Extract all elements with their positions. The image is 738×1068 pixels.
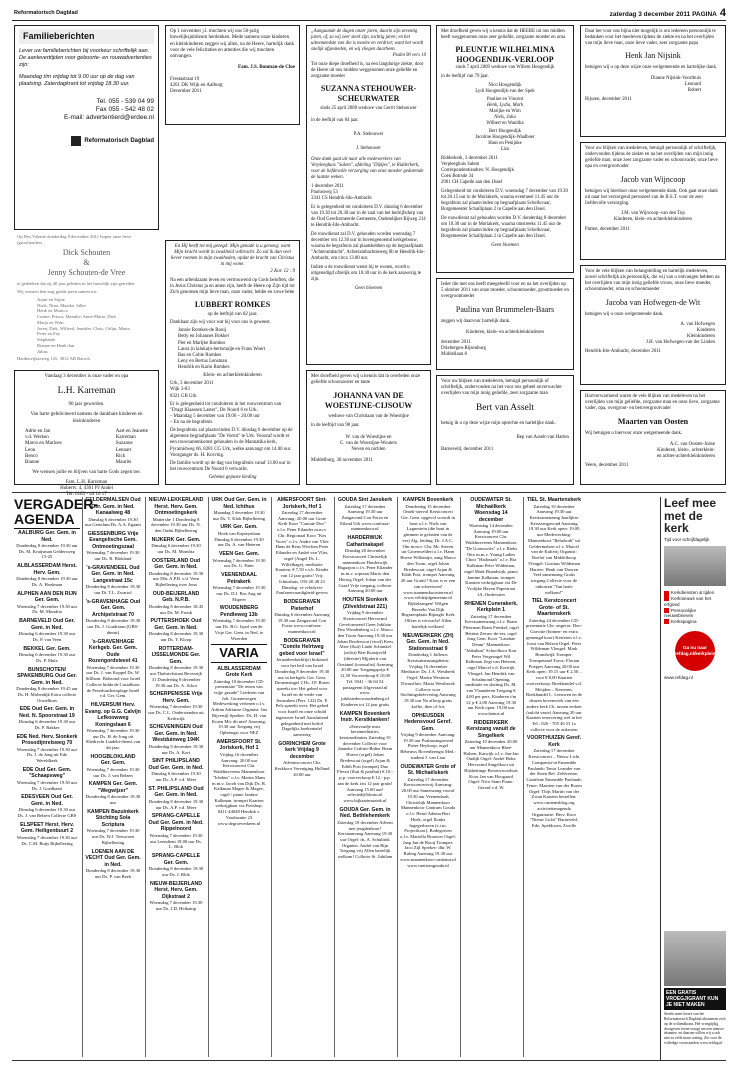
agenda-item	[211, 605, 267, 641]
ad-bouman: Op 1 november j.l. mochten wij ons 50-jarig huwelijksjubileum herdenken. Mede namens onze kinderen en kleinkinderen zeggen wij allen, na de Heere, hartelijk dank voor de vele felicitaties en attenties die wij mochten ontvangen. Fam. J.S. Bouman-de Cloe Frestastraat 19 4261 DK Wijk en Aalburg December 2011	[165, 25, 300, 125]
promo-photo	[664, 546, 726, 586]
agenda-item-details: Dinsdag 6 december Aanvang 19.30 uur Zangavond Con Forza www.conforza-mannenkoor.nl	[274, 612, 330, 635]
agenda-item-title: GOUDA Sint Janskerk	[337, 497, 393, 503]
agenda-item-title: NIEUW-LEKKERLAND Herst. Herv. Gem. Ontmoetingskerk	[148, 497, 204, 516]
ad-romkes: En Hij heeft tot mij gezegd: Mijn genade is u genoeg; want Mijn kracht wordt in zwakheid volbracht. Zo zal ik dan veel liever roemen in mijn zwakheden, opdat de kracht van Christus in mij wone. 2 Kor. 12 : 9 Na een arbeidzaam leven en vertrouwend op Gods beloften, die in Jezus Christus ja en amen zijn, heeft de Heere op Zijn tijd tot Zich genomen mijn lieve man, onze vader, hebbe en zowe bebe LUBBERT ROMKES op de leeftijd van 82 jaar. Dankbaar zijn wij voor wat hij voor ons is geweest. Jannie Romkes-de Booij Betty en Johannes Bokker Piet en Marijke Romkes Laura (n laluka(n-bertsma)je en Frans Woert Bas en Cobie Romkes Leny en Bertus Lensman Hendrik en Karin Romkes Klein- en achterkleinkinderen Urk, 3 december 2011 Wijk 3-83 8321 GB Urk Er is gelegenheid tot condoleren in het rouwcentrum van "Dragt Klaassen Laster", De Noord 6 te Urk. – Maandag 5 december van 19.00 – 20.00 uur – En na de begrafenis De begrafenis zal plaatsvinden D.V. dinsdag 6 december op de algemene begraafplaats "De Vormt" te Urk. Voooraf wordt er een rouwsamenkomst gehouden in de Mannatika kerk, Pyramidweg 66, 8281 CG Urk, welke aanvangt om 14.00 uur. Voorganger ds. H. Korving. De familie wordt op de dag van begrafenis vanaf 13.00 uur in het rouwcentrum De Noord 6 verwacht. Geheme gepaste kleding	[165, 240, 300, 485]
agenda-item-details: Dinsdag 6 december 19.30 uur Ds. P. Mulx	[18, 652, 76, 663]
oosten-name: Maarten van Oosten	[617, 417, 689, 427]
agenda-item-details: Woensdag 7 december 19.30 uur Ds. W.J. Teeuwsen Bijbellezing	[86, 828, 140, 845]
offer-photo	[664, 931, 726, 986]
agenda-item-title: HARDERWIJK Catharinakapel	[346, 535, 384, 548]
agenda-item-details: Zaterdag 17 december Aanvang: 20.00 uur Grote Kerk Koor "Cantate Deo" o.l.v. Peter Eilander m.m.v. Chr. Regionaal Koor "Kes Voces" o.l.v. Andre van Vliet Hans de Reus Wierlien Peter Eilander en André van Vliet, orgel (Angel Ds. L. Wilfelhage), meditatie Kaarten: € 7,50 v.v.b. Kinder van 12 jaar gratis! Vrij: Ichtushuis, 033-20 48 23 Dinsdag: ve rvbidyvie Fanfarenvaardigheid-gevers	[275, 510, 329, 596]
agenda-item-title: BARNEVELD Oud Ger. Gem. in Ned.	[19, 618, 75, 631]
agenda-item-title: VEEN Ger. Gem.	[218, 551, 260, 558]
agenda-item	[211, 644, 267, 662]
offer-body: Steeds meer lezers van het Reformatorisch Dagblad abonneren zich op de ochtendkrant. Het vroegtijdig doorgeven ervan vraagt om een nieuwe abonnee, en daarom willen wij u ook niet zo zelfs maar weinig. Zie voor de volledige voorwaarden www.refdag.nl	[664, 1012, 726, 1045]
agenda-item	[463, 601, 519, 717]
agenda-item-details: Woensdag 7 december 19.30 uur Ds. J.D. Heikamp	[149, 900, 203, 911]
agenda-item-details: Woensdag 7 december 19.30 uur Ds. D.J. Bos Aug uit Elspeet	[212, 585, 266, 602]
agenda-item-details: Zaterdag 17 december Aanvang 19.30 uur Zangavond Con Forza en Eiland Urk www.conforza-mannenkoor.nl	[340, 503, 390, 532]
agenda-item-details: Donderdag 8 december 19.30 uur Dhr. A.P.B. v.d. Veen Bijbellezing over Jona	[148, 570, 204, 588]
agenda-item-title: GOUDA Ger. Gem. in Ned. Bethlehemkerk	[339, 806, 391, 820]
agenda-item	[85, 849, 141, 880]
agenda-item-details: Dinsdag 6 december 19.30 uur Ds. M. Mondria	[151, 543, 201, 554]
agenda-item-title: VEENENDAAL Petrakerk	[221, 572, 257, 585]
agenda-item-title: OUDEWATER Grote of St. Michaëlskerk	[400, 763, 456, 777]
list-bullet-icon	[664, 619, 669, 624]
agenda-item-title: URK Oud Ger. Gem. in Ned. Ichthus	[211, 497, 267, 510]
familieberichten-email[interactable]: E-mail: advertentierd@erdee.nl	[63, 113, 154, 121]
agenda-column	[397, 497, 458, 1057]
agenda-item-details: Donderdag 8 december 19.30 uur	[85, 794, 141, 806]
agenda-item-title: SINT PHILIPSLAND Oud Ger. Gem. in Ned.	[148, 758, 204, 771]
ad-schouten: Op Des Volente donderdag 8 december 2011 hopen onze lieve (groot)ouders Dick Schouten & Jenny Schouten-de Vree te gedenken dat zij 40 jaar geleden in het huwelijk zijn getreden. Wij wensen hen nog goede jaren samen toe. Arjan en Stijne Niels, Nina, Maaike, Silke Henk en Monica Corine, Prisca, Mamike, Anne-Marie, Dirk Marja en Wim Joren, Dirk, Wilfred, Jennifer, Chris, Orlijn, Marta Peter en Fay Stephanie Rianne en Henk-Jan Julius Hardenvijkseweg 125, 3812 AB Barsch	[17, 234, 136, 362]
agenda-item-title: OPHEUSDEN Hedensvoud Geref. Gem.	[404, 712, 452, 732]
agenda-item-title: AALBURG Ger. Gem. in Ned.	[18, 530, 76, 543]
agenda-item-details: Woensdag 7 december 19.30 uur Ds. C.L. Onderstenden uit Kerkwijk	[148, 704, 204, 721]
agenda-item-details: Donderdag 8 december 19.30 uur Thabriefstraat Beverzijk 31 Donderdag 8 december 19.30 uur Ds. A. Schot	[148, 665, 204, 688]
familieberichten-deadline: Maandag t/m vrijdag tot 9.00 uur op de dag van plaatsing. Zaterdagkrant tot vrijdag 18.30 uur.	[19, 73, 135, 87]
agenda-item-details: Woensdag 7 december 19.30 uur Ds. H. de Jong uit Sliedrecht Lindebi-dienst van dit jaar.	[85, 728, 141, 751]
agenda-item-details: »Eenvoudje instr. kerstmeditatie« kerstmeditaties Zaterdag 10 december Collecte voor Janneke Csifruit-Bidier Bram Hoeve (orgel) Johan Bredewout (orgel) Arjan & Edith Post (trompet) Duo Flessii (fluit & panfluit) € 10,- p.p. voorverkoop € 12,- p.p. aan de kerk t/m 12 jaar gratis! Aanvang 15.00 uur! selected@blosm.nl www.hijkaartmuziek.nl	[337, 723, 393, 804]
agenda-item-details: Woensdag 7 december 19.30 uur Ds. J. de Jong uit Ede Wereldkerk	[16, 746, 78, 764]
agenda-item	[148, 853, 204, 877]
masthead-date	[610, 7, 726, 21]
agenda-item	[211, 551, 267, 569]
agenda-item-title: ALBLASSERDAM Grote Kerk	[217, 665, 261, 679]
agenda-item-details: Dinsdag 20 december Kerstconcert Christelijk mannenkoor Harderwijk Hagaajon o.l.v. Peter Eilander m.m.v. sopraan Mario den Hertog Orgel: Johan van der Graaf Vrije toegang, collecte Aanvang 20.00 uur	[337, 548, 393, 594]
agenda-item-title: EDE Oud Ger. Gem. "Schaapsweg"	[22, 766, 72, 780]
agenda-item-title: ST. PHILIPSLAND Oud Ger. Gem. in Ned.	[148, 785, 204, 799]
agenda-item-title: ALPHEN AAN DEN RIJN Ger. Gem.	[17, 590, 77, 604]
ad-oosten: Hartverwarmend waren de vele blijken van medeleven na het overlijden van mijn geliefde, zorgzame man en onze lieve, zorgzame vader, opa, overgroot- en betovergrootvader Maarten van Oosten Wij betuigen u hiervoor onze welgemeende dank. A.C. van Oosten-Jobse Kinderen, klein-, achterklein- en achter-achterkleinkinderen Veere, december 2011	[580, 390, 726, 485]
agenda-item	[337, 497, 393, 532]
agenda-item	[148, 558, 204, 588]
hoogendijk-name: PLEUNTJE WILHELMINA HOOGENDIJK-VERLOOP	[455, 44, 555, 64]
asselt-name: Bert van Asselt	[475, 403, 535, 414]
agenda-item-title: ELSPEET Herst. Herv. Gem. Heiligenbuurt 2	[20, 821, 74, 835]
ad-hoogendijk: Met droefheid geven wij u kennis dat de HEERE uit ons midden heeft weggenomen onze zeer geliefde, zorgzame moeder en oma PLEUNTJE WILHELMINA HOOGENDIJK-VERLOOP sinds 7 april 2009 weduwe van Willem Hoogendijk in de leeftijd van 79 jaar. Nico Hoogendijk Lydi Hoogendijk-van der Spek Pauline en Vincent Henk, Lydia, Mark Marijke en Wim Niels, Julia Wilbert en Wanitha Bert Hoogendijk Jacoline Hoogendijk-Waalboer Hans en Penijnke Liza Ridderkerk, 3 december 2011 Verpleeghuis Salem Correspondentieadres: N. Hoogendijk Coen Botrsde 34 2901 CH Capelle aan den IJssel Gelegenheid tot condoleren D.V. woensdag 7 december van 19.30 tot 20.15 uur in de Moriakerk, waarna eventueel 11.45 uur de begrafenis zal plaatsvinden op begraafplaats Schelluvaar, Burgemeester Schaillplaan 2 in Capelle aan den IJssel. De rouwdienst zal gehouden worden D.V. donderdag 8 december om 10.30 uur in de Moriakerk, waarna omstreeks 11.45 uur de begrafenis zal plaatsvinden op begraafplaats Schelluvaar, Burgemeester Schaillplaan 2 in Capelle aan den IJssel. Geen bloemen	[436, 25, 574, 273]
agenda-item	[337, 597, 393, 707]
agenda-item-details: Donderdag 8 december 19.30 uur Ds. M. Kruijsman Geldersweg 15-25	[16, 543, 78, 560]
page-label: PAGINA	[692, 11, 717, 18]
promo-site[interactable]: www.refdag.nl	[664, 674, 693, 680]
agenda-item-details: Donderdag 8 december 19.30 uur Dr. T.L. Zwartol	[85, 584, 141, 596]
agenda-item-title: SPRANG-CAPELLE Ger. Gem.	[151, 853, 201, 866]
agenda-item-details: Zaterdag 10 december CD-presentatie "De reuen van vrijje gezade" Liederen van Joh. Groenewegen Medewerking verlenen o.l.v. Adrian Adrianse Organist: Jan Bijvertijl Spreker: Ds. H. van Koten Mic dit niet! Aanvang: 19.30 uur Toegang vrij Opbrengst voor NEZ	[211, 678, 267, 736]
agenda-item-details: Donderdag 8 december 19.30 uur Ds. P. van Beek	[85, 868, 141, 879]
agenda-item	[148, 786, 204, 810]
agenda-item	[274, 741, 330, 778]
agenda-item	[85, 639, 141, 699]
agenda-item-details: Zaterdag 17 december Kerstconcertvrij Aanvang: 20.00 uur Samenzang vooraf 19.30 uur Veenendaals Christelijk Mannenkoor Mannenkoor Cantrum Gouda o.l.v. Henri Adema Bert Hoek, orgel Ilonka Ingegerbacen (s.t.m. Projectkoor), Bodegraven o.l.v. Mariella Brouwer Orgel: Jaap Jan de Booij Trompet: Jaco Zijl Spreker: dhr. W. Ruling Aanvang 19.30 uur www.mannenkoor-cantiami.nl www.cantiomgouda.nl	[400, 776, 456, 868]
agenda-item	[85, 565, 141, 596]
agenda-item-title: 's-GRAVENHAGE Kerkgeb. Ger. Gem. Oude Rozengordsteeet 41	[88, 638, 138, 665]
agenda-column	[334, 497, 395, 1057]
agenda-item-details: Dinsdag 6 december 19.30 uur Gerielum Ds. A.A. Egaam	[85, 516, 141, 528]
agenda-item	[148, 618, 204, 642]
agenda-item-details: Maandag 5 december 19.30 uur Ds. T. Klok Bijbellezing	[212, 510, 266, 521]
agenda-item	[463, 720, 519, 791]
agenda-item-details: Jeruzaleerkerkfije) bidstond voor het heil van Israel Donderdag 8 december 19.30 uur in kerkgeb. Ger. Gem. Dronensingel 2 Ds. J.P. Boten spreekt toe: Het gebed voor Israël en de vrede van Jeruzalem (Pers. 122) Ds. P. Pels spreekt over: Het gebed voor Israël en onze schuld tegenover Israël Aansluitend gelegenheid met hoftof Dagelijks boekentafel aanwezig	[274, 657, 330, 737]
agenda-item-title: AMERSFOORT St. Joriskerk, Hof 1	[216, 738, 262, 752]
agenda-item-details: Woensdag 14 december Aanvang 19.00 uur Kerstconcert Chr. Waddinxveens Mannenkoor "De Gouwsotes" o.l.v. Rieks Otto m.m.v. Young Ladies Choir "Hadassah" o.l.v. Ria Kalkman Peter Wildeman, orgel Mark Brandwijk, piano Jantine Kalkman, trompet Kaarten verkrijgbaar via De Vrolijke Haven Papestraat 1A, Oudewater	[464, 523, 518, 597]
agenda-item-title: BEKKEL Ger. Gem.	[23, 645, 71, 652]
agenda-item-title: RIDDERKERK Kerstzang vanuit de Singelkerk	[466, 719, 516, 739]
list-bullet-icon	[664, 608, 669, 613]
agenda-item-details: Donderdag 8 december 19.30 uur Ds. A. Hoekman	[16, 576, 78, 587]
agenda-item-details: Donderdag 8 december 19.30 uur Ds. A.P. v.d. Meer	[148, 798, 204, 810]
agenda-item-details: Woensdag 7 december 19.30 uur Leendtent 18.00 uur Ds. L. Blok	[149, 832, 203, 850]
agenda-title-block	[14, 496, 99, 529]
agenda-item-title: GIESSENBURG Vrije Evangelische Gem. Ontmoetingszaal	[87, 530, 139, 550]
brummelen-name: Paulina van Brummelen-Baars	[455, 305, 555, 315]
agenda-item	[16, 530, 78, 560]
familieberichten-tel: Tel. 055 - 539 04 99	[96, 97, 154, 105]
agenda-item-title: VARIA	[211, 644, 267, 662]
agenda-column	[460, 497, 521, 1057]
familieberichten-box	[14, 25, 159, 230]
agenda-item	[526, 497, 582, 595]
agenda-item	[148, 813, 204, 850]
agenda-item-details: Donderdag 8 december 19.30 uur Ds. T. Kloop	[148, 631, 204, 643]
ad-stehouwer: „Aangaande de dagen onzer jaren, daarin zijn zeventig jaren, of, zo wij zeer sterk zijn, tachtig jaren; en het uitnemendste van die is moeite en verdriet; want het wordt snelijk afgesneden, en wij vliegen daarheen. Psalm 90 vers 10 Tot onze diepe droefheid is, na een langdurige ziekte, door de Heere uit ons midden weggenomen onze geliefde en zorgzame moeder SUZANNA STEHOUWER-SCHEURWATER sinds 25 april 2008 weduwe van Gerrit Stehouwer in de leeftijd van 84 jaar. P.A. Stehouwer J. Stehouwer Onze dank gaat uit naar alle medewerkers van Verpleeghuis "Salem", afdeling "Dijkjes", te Ridderkerk, voor de liefdevolle verzorging van onze moeder gedurende de laatste weken. 1 december 2011 Paulusweg 53 3341 CS Hendrik-Ido-Ambacht Er is gelegenheid tot condoleren D.V. dinsdag 6 december van 19.30 tot 20.30 uur in de zaal van het bedrijfsdorp van de Oud Gereformeerde Gemeente, Oudendijker Bijweg 214 te Hendrik-Ido-Ambacht. De rouwdienst zal D.V. gehouden worden woensdag 7 december om 12.30 uur in bovengenoemd kerkgebouw, waarna de begrafenis zal plaatshebben op de begraafplaats "Achterambacht", Achterambachtseweg 8b te Hendrik-Ido-Ambacht, om circa 13.00 uur. Indien u de rouwdienst wenst bij te wonen, wordt u uitgenodigd ofzelijk om 10.30 uur in de kerk aanwezig te zijn. Geen bloemen	[306, 25, 431, 365]
agenda-item	[400, 764, 456, 869]
list-bullet-icon	[664, 591, 669, 596]
agenda-item	[16, 591, 78, 615]
agenda-item	[148, 691, 204, 721]
promo-headline: Leef mee met de kerk	[664, 496, 717, 536]
agenda-item	[85, 531, 141, 562]
agenda-item	[526, 735, 582, 828]
page-bottom-rule	[12, 1060, 726, 1061]
promo-cta-button[interactable]: Ga nu naar refdag.nl/kerkplein	[675, 631, 715, 671]
agenda-item	[337, 807, 393, 860]
ad-woestijne: Met droefheid geven wij u kennis dat in overleden onze geliefde schoonzuster en tante JOHANNA VAN DE WOESTIJNE-CIJSOUW weduwe van Christiaan van de Woestijne in de leeftijd van 98 jaar. W. van de Woestijne en C. van de Woestijne-Wouters Neven en nichten Middelburg, 30 november 2011	[306, 370, 431, 485]
agenda-item	[16, 794, 78, 818]
agenda-item-title: TIEL Kerstconcert Grote- of St. Maartenskerk	[531, 598, 577, 618]
agenda-item-details: Vrijdag 16 december Aanvang: 20.00 uur Kerstconcert Chr. Waddinxveens Mannenkoor "Ichthus" o.l.v. Martin Mans m.m.v. Jacob van Dijk Ds. R. Kalkman Magee & Magee, orgel / piano Jantine Kalkman, trompet Kaarten verkrijgbaar via Fietshop, 0411-44048 Hendrik v. Vaarlaantie 23 www.degroeverkeen.nl	[211, 751, 267, 826]
agenda-item-details: Mattershe 1 Donderdag 8 december 19.30 uur Ds. N. den Oudst Bijbellezing	[151, 516, 201, 533]
agenda-item-details: Woensdag 7 december 19.30 uur Ds. B.G. Ispol van de Vrije Ger. Gem. in Ned. te Woerden	[212, 618, 266, 641]
agenda-item-details: Woensdag 7 december 19.30 uur Ds. C.M. Buijs Bijbellezing	[16, 834, 78, 846]
agenda-item-details: Vrijdag 9 december Kerstconcert Hervormd Gereformeerd Geen Jubilate Deo Woudenberg o.l.v. Marco den Toom Aanvang 19.30 uur Johan Bredewout (viool) Kees Abee (fluit) Linde Schimkel (solist) Bert Kraaijveld (directie) Mjjulerti van Oostanel (toonsalist) Aanvang 20.00 uur Toegangsprijs € 12,50 Voorverkoop € 10,00 Tel. 0341 - 36 04 54 passageent (ffgevraad.nl www. jubilatedeowoudenberg.nl Kinderen tot 12 jaar gratis	[337, 610, 394, 707]
agenda-item	[274, 638, 330, 738]
ad-nijsink: Daar het voor ons bijna niet mogelijk is om iedereen persoonlijk te bedanken voor het meeleven tijdens de ziekte en na het overlijden van mijn lieve man, onze lieve vader, zeer zorgzame papa Henk Jan Nijsink betuigen wij u op deze wijze onze welgemeende en hartelijke dank. Dianne Nijsink-Voorthuis Leonard Robert Rijssen, december 2011	[580, 25, 726, 137]
top-rule	[12, 20, 726, 21]
agenda-item-details: Vrijdag 9 december Aanvang: 19.30 uur Psalmzangavond Pieter Heykoop, orgel Bebeuws Bovenbrengst Med.: student J. van Laar	[400, 732, 456, 760]
karreman-name: L.H. Karreman	[57, 386, 116, 397]
agenda-item-details: Woensdag 7 december 19.30 uur Ds. G. Pater	[212, 557, 266, 569]
offer-title: EEN GRATIS VROEGJIGRANT KUN JE NIET MAKEN	[664, 988, 726, 1011]
agenda-item-details: Donderdag 8 december 19.30 uur Ds. J. Blok	[148, 866, 204, 877]
agenda-item	[16, 618, 78, 642]
agenda-title: VERGADER- AGENDA	[14, 497, 80, 529]
agenda-item-title: SCHEVENINGEN Oud Ger. Gem. in Ned. Westduinweg 194K	[149, 724, 203, 744]
familieberichten-fax: Fax 055 - 542 48 02	[95, 105, 154, 113]
agenda-item-title: KAMPEN Ger. Gem. "Wegwijzer"	[88, 781, 138, 794]
agenda-item	[337, 535, 393, 594]
agenda-item	[85, 781, 141, 805]
page-number: 4	[719, 7, 726, 19]
agenda-item	[16, 706, 78, 730]
agenda-item-title: ROTTERDAM-IJSSELMONDE Ger. Gem.	[151, 645, 201, 665]
agenda-item	[211, 524, 267, 548]
agenda-column	[271, 497, 332, 1057]
agenda-item	[148, 497, 204, 534]
agenda-item-details: Hoek van Kapteynlaan Dinsdag 6 december 19.30 uur Ds. A. van Heteren	[214, 530, 264, 548]
agenda-column	[523, 497, 584, 1057]
agenda-item-details: Adventsconcert Chr. Kerkkoor Vereniging Holland 20.00 uur	[274, 760, 330, 777]
agenda-item-title: HILVERSUM Herv. Evang. op G.G. Calvijn Lefkoowweg Koningslaan 6	[85, 702, 141, 728]
agenda-item-title: GELDERMALSEN Oud Ger. Gem. in Ned. Kanaalweg 48	[85, 497, 141, 516]
agenda-column	[14, 530, 80, 1057]
ad-hofwegen: Voor de vele blijken van belangstelling en hartelijk medeleven, zowel schriftelijk als persoonlijk, die wij van u ontvangen hebben na het overlijden van mijn innig geliefde vrouw, onze lieve moeder, schoonmoeder, oma en schoonmoeder Jacoba van Hofwegen-de Wit betuigen wij u onze welgemeende dank. A. van Hofwegen Kinderen Kleinkinderen J.H. van Hofwegen-van der Linden Hendrik-Ido-Ambacht, december 2011	[580, 265, 726, 385]
agenda-item-title: 's-GRAVENDEEL Oud Ger. Gem. in Ned. Langestraat 15c	[86, 564, 140, 584]
agenda-item	[148, 758, 204, 782]
agenda-item-title: SCHERPENISSE Vrije Herv. Gem.	[149, 691, 203, 704]
agenda-item	[85, 702, 141, 751]
agenda-item	[85, 599, 141, 636]
agenda-item-details: Donderdag 1 Jufleurs Kerstsamenzangdienst Vrijdag 16 december Meditatie: Ds. J.A. Westbeek Orgel: Martin Westeras Dwarsfluit: Maria Westbroek Collecte voor Stichtingsbelevering Aanvang 19.30 uur Na afloop gratis koffie, thee of fris	[400, 652, 456, 709]
rd-logo: Reformatorisch Dagblad	[19, 136, 154, 146]
agenda-item-details: Dinsdag 6 december 19.30 uur Ds. A.P. v.d. Meer	[151, 771, 201, 783]
agenda-item	[148, 646, 204, 688]
agenda-item	[148, 724, 204, 755]
agenda-item-title: EDE Oud Ger. Gem. in Ned. N. Spoorstraat 19	[19, 706, 75, 719]
agenda-item-details: Zaterdag 10 december 20.00 uur Mannenkoor Rhee-Hulsen, Katwijk o.l.v. Jan-Jan Oudijk Orgel: André Hoba Hervormd Singelkoor uit Rijsbettinge Bovenvoorzhuis Koor Jan van Hoogaard Orgel: Nico Stam Piano: Gerard v.d. W.	[463, 739, 519, 791]
agenda-item-details: Woensdag 7 december 19.30 uur Ds. J. van Koppel Ds. W. Silfhout. Bidstond voor Israël Collecte bidda de Castalbron de Peserluuchetoplage Israël v.d. Ger. Gem.	[85, 664, 141, 699]
agenda-item	[16, 667, 78, 704]
agenda-item-details: Zaterdag 24 december CD-presentatie Chr. ongecor. Deo-Gravitte (binnen- en extra gemengd koor) Kesteren o.l.v. Joost van Belzen Orgel: Peter Wildeman Vleugel: Mark Brandwijk Trompet: Trompetanel Toros: Florian Poepjes Aanvang 20.00 uur Kerk open: 19.15 uur € 2,50 – voor € 8,00 Kaarten voorverkoop: Boekhandel v.d. Meijden – Kesteren, Boekhandel L. Leeuwen en de deuren bovenwerk van een andere kerk Ch. tussen eerken (zulcht vaste) Aanvang 20 uur Kaarten reservering wel in het Tel.: 026 - 705 46 53 1x collecte voor de onkosten	[526, 617, 582, 732]
agenda-item-details: Donderdag 8 december 19.30 uur Ds. J. Goudriaan (GBS-dienst)	[85, 618, 141, 635]
agenda-item	[274, 599, 330, 635]
agenda-item-title: EDE Ned. Herv. Sionkerk Prosodijnrelsweg 70	[16, 733, 78, 747]
woestijne-name: JOHANNA VAN DE WOESTIJNE-CIJSOUW	[324, 391, 413, 411]
agenda-item	[16, 822, 78, 846]
agenda-item-details: Zaterdag 10 december Aanvang 19.30 uur Kerstsamenzang Jaarlijkse Kerstzangavond Aanvang 19.30 uur Kerk open: 19.00 uur Medewerking: Mannenkoor "Rehoboth" uit Geldermalsen o.l.v. Marcel van de Kulterij Organist: Roelof van Middelkoop Vleugel: Gosinus Wildeman Harrier: Henk van Dooren Veel samenzang Gratis toegang Collecte voor de onkosten "Van harte welkom!"	[527, 503, 581, 595]
agenda-item-title: KAMPEN Bazuinkerk Stichting Sola Scriptura	[87, 808, 139, 828]
agenda-item	[85, 809, 141, 846]
agenda-item	[211, 572, 267, 602]
agenda-column	[145, 497, 206, 1057]
agenda-item-title: BODEGRAVEN "Comite Helrtweg gebed voor Israel"	[279, 637, 325, 657]
promo-column: Leef mee met de kerk Tijd voor schrijfdagelijk Kerkdiensten & tijden Kerknieuws van het erfgoed Persoonlijke nieuwsbrieven Kerkspagina Ga nu naar refdag.nl/kerkplein www.refdag.nl EEN GRATIS VROEGJIGRANT KUN JE NIET MAKEN Steeds meer lezers van het Reformatorisch Dagblad abonneren zich op de ochtendkrant. Het vroegtijdig doorgeven ervan vraagt om een nieuwe abonnee, en daarom willen wij u ook niet zo zelfs maar weinig. Zie voor de volledige voorwaarden www.refdag.nl	[660, 497, 726, 1060]
ad-karreman: Vandaag 3 december is onze vader en opa L.H. Karreman 90 jaar geworden. Van harte gefeliciteerd namens de dankbare kinderen en kleinkinderen Adrie en Jan v.d. Werken Marco en Marloes Leon Benco Bianne Aart en Jeanette Karreman Suzanne Lennart Rick Maurits We wensen jullie en blijven van harte Gods zegen toe. Fam. L.H. Karreman Hubertv. 4, 4301 PJ Andel Tel. 0183 - 44 16 17	[14, 370, 159, 485]
nijsink-name: Henk Jan Nijsink	[625, 51, 681, 61]
agenda-item-details: Zaterdag 10 december Advent met jeugdenkoor! Kerstaanvang Aanvang 19.30 uur Orgel: ds. A. Schultink Organist: André van Rijn Toegang vrij Allen hartelijk welkom! Collecte St. Jubilam	[337, 819, 393, 860]
agenda-item-details: Woensdag 7 december 19.30 uur Ds. J. van Belzen	[86, 766, 140, 778]
agenda-item	[148, 881, 204, 912]
hofwegen-name: Jacoba van Hofwegen-de Wit	[605, 297, 701, 307]
agenda-item-title: OUDEWATER St. Michaëlkerk Woensdag 14 december	[470, 497, 512, 523]
agenda-item	[400, 713, 456, 761]
agenda-item-title: NIJKERK Ger. Gem.	[151, 536, 201, 543]
agenda-item-title: 's-GRAVENHAGE Oud Ger. Gem. Archipelstraat 70	[85, 598, 141, 618]
agenda-item-title: VOORTHUIZEN Geref. Kerk	[526, 735, 582, 748]
agenda-column	[82, 497, 143, 1057]
agenda-item-details: Dinsdag 6 december 19.30 uur Ds. J. van Belzen Collecte GBS	[17, 807, 77, 819]
agenda-item-title: EDESVEEN Oud Ger. Gem. in Ned.	[21, 794, 73, 807]
agenda-item-details: Woensdag 7 december 19.30 uur Ds. M. Mondria	[16, 603, 78, 615]
promo-sub: Tijd voor schrijfdagelijk	[664, 536, 710, 542]
ad-asselt: Voor uw blijken van medeleven, betuigd persoonlijk of schriftelijk, ondervonden na het voor ons geheel onverwachte overlijden van mijn innig geliefde, zeer zorgzame man Bert van Asselt betuig ik u op deze wijze mijn oprechte en hartelijke dank. Bep van Asselt-van Harten Barneveld, december 2011	[436, 375, 574, 485]
agenda-item-title: PUTTERSHOEK Oud Ger. Gem. in Ned.	[150, 618, 202, 631]
agenda-item-title: RHENEN Cunerakerk, Kerkplein 1	[464, 600, 518, 614]
agenda-item	[148, 591, 204, 615]
agenda-item	[16, 767, 78, 791]
agenda-item	[16, 563, 78, 587]
list-bullet-icon	[664, 596, 669, 601]
rd-logo-icon	[71, 136, 81, 146]
agenda-item-details: Zaterdag 17 december Kerstconcert – Nieuw Licht Componist-in Ensemble Paulando Tenor Leander van der Steen Ref. Zeldverine, Cantilene Ensemble Paulando Tenor: Maarten van der Boom Orgel: Thijs Martin van der Zwan Kaarten bestellen: www.cantemsblog.org activiteitenagenda Organisatie: Herv. Koor "Nieuw Licht" Barneveld, Ede, Apeldoorn, Zwolle	[526, 748, 582, 828]
agenda-item-title: KAMPEN Bovenkerk	[402, 497, 454, 503]
agenda-top-rule	[12, 492, 726, 493]
agenda-item-title: OOSTERLAND Oud Ger. Gem. in Ned.	[151, 557, 201, 571]
familieberichten-title: Familieberichten	[19, 29, 154, 44]
agenda-item-title: WOUDENBERG Pendleweg 13b	[219, 605, 259, 618]
agenda-item-details: Dinsdag 6 december 19.30 uur Ds. P. Bakker	[18, 719, 76, 731]
agenda-item-details: Woensdag 7 december 19.30 uur Ds. R. Blokland	[86, 550, 140, 562]
ad-wijncoop: Voor uw blijken van medeleven, betuigd persoonlijk of schriftelijk, ondervonden tijdens de ziekte en na het overlijden van mijn innig geliefde man, onze zeer zorgzame vader en schoonvader, onze lieve opa en overgrootvader Jacob van Wijncoop betuigen wij hierdoor onze welgemeende dank. Ook gaat onze dank uit naar het verzorgend personeel van de B.S.T. voor de zeer liefdevolle verzorging. J.M. van Wijncoop–van den Top Kinderen, klein- en achterkleinkinderen Putten, december 2011	[580, 142, 726, 260]
agenda-item-title: GORINCHEM Grote kerk Vrijdag 9 december	[278, 740, 326, 760]
agenda-item-title: ALBLASSERDAM Herst. Herv. Gem.	[17, 563, 77, 576]
agenda-item-title: AMERSFOORT Sint-Joriskerk, Hof 1	[277, 497, 327, 510]
stehouwer-name: SUZANNA STEHOUWER-SCHEURWATER	[320, 83, 417, 103]
agenda-item	[148, 537, 204, 555]
agenda-item-details: Donderdag 8 december 19.30 uur Ds. A. Kort	[148, 743, 204, 755]
agenda-item-title: BUNSCHOTEN/ SPAKENBURG Oud Ger. Gem. in Ned.	[17, 666, 77, 686]
issue-date: zaterdag 3 december 2011	[609, 11, 691, 18]
agenda-item	[85, 497, 141, 528]
agenda-item	[337, 711, 393, 804]
agenda-item-title: KAMPEN Bovenkerk Instr. Kerstklanken!	[339, 710, 391, 724]
agenda-item-details: Woensdag 7 december 19.30 uur Ds. J. Goedhaart	[16, 779, 78, 791]
agenda-item-title: TIEL St. Maartenskerk	[526, 497, 582, 503]
agenda-item-details: Donderdag 8 december 18.45 uur Ds. M. Pronk	[148, 603, 204, 615]
agenda-item-details: Zaterdag 17 december Kerstsamenzang o.l.v. Bram Fleerman Bram Frenkel, orgel Bettina Zeeuw-de-eer, orgel Jong Gem. Koor "Laudate Deum" Mannenkoor "Jeduthun" Schoolkoor Kon. Peter Vergezagel Wil Kalkman Zegt van Heteren, orgel Marcel v.d. Kortrijk Vleugel: Jan Hendrik van Schalmond Opening, meditatie en sluiting Ds. M. van Vlaanderen Toegang € 4,00 per pers. Kinderen t/m 12 jr € 2,00 Aanvang 19.30 uur Kerk open: 19.00 uur www.hemis.nl	[463, 613, 519, 717]
agenda-item	[16, 734, 78, 764]
agenda-item-title: OUD-BEIJERLAND Geb. N.P.B.	[152, 590, 200, 604]
agenda-item	[274, 497, 330, 596]
agenda-item	[85, 754, 141, 778]
agenda-item-details: Dinsdag 6 december 19.30 uur Ds. P. van Veen	[18, 631, 76, 642]
agenda-item-title: SPRANG-CAPELLE Oud Ger. Gem. in Ned. Rippelnoord	[148, 813, 204, 833]
agenda-item-details: Donderdag 15 december Ontek-stervol Kerstconcert Ger. Gem. opgevol woordt in hout o.l.v. Niels van Lagnestein (die hout in gimmen te gelasten van de eer) Alg. leiding: Dr. J.A.C. Om m.m.v. Chr. Mr. Steven uit Groenwelderi o.l.v. Harm Hoeve Willemijn, zang Marco den Toom, orgel Johan Bredewout, orgel Arjan & Edith Post, trompet Aanvang 20 uur Gratis!! Koor is er een van scheerwen! www.mannenkoorsteren.nl www.veldzijdgemeente.nl Bijbelzangen! Wilgen Bezoekt Van Dijk Begraenplaats Bijnaglo Kerk Olfern is verwacht! Allen hartelijk welkom!	[400, 503, 456, 629]
agenda-item	[211, 497, 267, 521]
agenda-item-title: URK Ger. Gem.	[220, 524, 258, 531]
agenda-item-title: HOOGBLOKLAND Ger. Gem.	[90, 753, 136, 767]
agenda-item-title: HOUTEN Sionkerk (Zilveldstraat 221)	[342, 597, 388, 610]
agenda-item	[211, 739, 267, 827]
agenda-item	[16, 646, 78, 664]
romkes-name: LUBBERT ROMKES	[194, 300, 271, 309]
agenda-item	[463, 497, 519, 598]
agenda-item-title: NIEUW-BEIJERLAND Herst. Herv. Gem. Dijkstraat 2	[149, 880, 203, 900]
familieberichten-intro: Lever uw familieberichten bij voorkeur schriftelijk aan. De aanleverttijden voor geboorte- en rouwadvertenties zijn:	[19, 48, 152, 68]
agenda-item-title: BODEGRAVEN Pieterhof	[283, 599, 321, 612]
wijncoop-name: Jacob van Wijncoop	[620, 174, 686, 184]
agenda-item	[400, 633, 456, 710]
masthead-publication: Reformatorisch Dagblad	[14, 10, 78, 16]
agenda-item	[211, 666, 267, 736]
agenda-column	[208, 497, 269, 1057]
agenda-item	[400, 497, 456, 630]
ad-brummelen: Ieder die met ons heeft meegeleefd voor en na het overlijden op 5 oktober 2011 van onze moeder, schoonmoeder, grootmoeder en overgrootmoeder Paulina van Brummelen-Baars zeggen wij daarvoor hartelijk dank. Kinderen, klein- en achterkleinkinderen december 2011 Driebergen-Rijsenburg Middellaan 8	[436, 278, 574, 370]
agenda-item-title: NIEUWERKERK (ZH) Ger. Gem. in Ned. Stationsstraat 9	[402, 632, 454, 652]
agenda-item	[526, 598, 582, 732]
agenda-item-details: Donderdag 8 december 19.45 uur Ds. H. Molendijk Extra collecte Oostelburs	[16, 686, 78, 703]
agenda-item-title: LOENEN AAN DE VECHT Oud Ger. Gem. in Ned.	[85, 848, 141, 868]
